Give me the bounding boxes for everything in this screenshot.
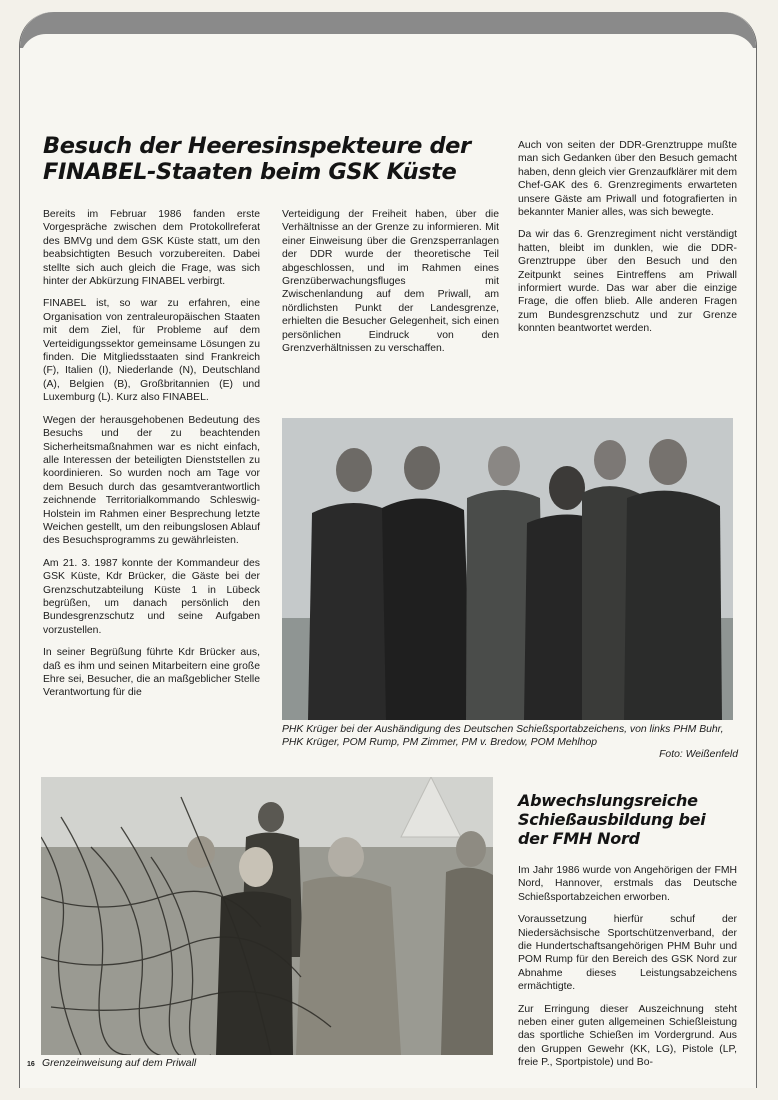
article-paragraph: Wegen der herausgehobenen Bedeutung des Besuchs und der zu beachtenden Sicherheitsmaßnahmen war es nicht einfach, alle Interessen der beteiligten Dienststellen zu koordinieren. So wurden noch am Tage vor dem Besuch durch das gesamtverantwortlich zeichnende Territorialkommando Schleswig-Holstein im Rahmen einer Besprechung letzte Weichen gestellt, um den reibungslosen Ablauf des Besuchsprogramms zu gewährleisten.: [43, 414, 260, 547]
article-column-3: [518, 139, 737, 345]
article-column-1: [43, 208, 260, 709]
top-bar-inner-curve: [20, 34, 756, 64]
article-paragraph: Da wir das 6. Grenzregiment nicht verständigt hatten, bleibt im dunklen, wie die DDR-Grenztruppe über den Besuch und den Zeitpunkt seines Eintreffens am Priwall informiert wurde. Das war aber die einzige Frage, die offen blieb. Alle anderen Fragen zum Bundesgrenzschutz und zur Grenze konnten beantwortet werden.: [518, 229, 737, 335]
article-column-2: [282, 208, 499, 364]
article-paragraph: FINABEL ist, so war zu erfahren, eine Organisation von zentraleuropäischen Staaten mit dem Ziel, für Probleme auf dem Verteidigungssektor gemeinsame Lösungen zu finden. Die Mitgliedsstaaten sind Frankreich (F), Italien (I), Niederlande (N), Deutschland (A), Belgien (B), Großbritannien (E) und Luxemburg (L). Kurz also FINABEL.: [43, 298, 260, 404]
group-photo-illustration: [282, 418, 733, 720]
article-paragraph: In seiner Begrüßung führte Kdr Brücker aus, daß es ihm und seinen Mitarbeitern eine große Ehre sei, Besucher, die an maßgeblicher Stelle Verantwortung für die: [43, 647, 260, 699]
sidebar-article-body: [518, 864, 737, 1079]
article-paragraph: Verteidigung der Freiheit haben, über die Verhältnisse an der Grenze zu informieren. Mit einer Einweisung über die Grenzsperranlagen der DDR wurde der theoretische Teil abgeschlossen, und im Rahmen eines Grenzüberwachungsfluges mit Zwischenlandung auf dem Priwall, am nördlichsten Punkt der Landesgrenze, erhielten die Besucher Gelegenheit, sich einen persönlichen Eindruck von den Grenzverhältnissen zu verschaffen.: [282, 209, 499, 355]
page-number: 16: [27, 1061, 35, 1068]
border-briefing-photo: [41, 777, 493, 1055]
article-title: Besuch der Heeresinspekteure der FINABEL-Staaten beim GSK Küste: [43, 133, 471, 185]
article-paragraph: Am 21. 3. 1987 konnte der Kommandeur des GSK Küste, Kdr Brücker, die Gäste bei der Grenzschutzabteilung Küste 1 in Lübeck begrüßen, um danach persönlich den Bundesgrenzschutz und seine Aufgaben vorzustellen.: [43, 557, 260, 636]
sidebar-article-title: Abwechslungsreiche Schießausbildung bei der FMH Nord: [518, 791, 706, 848]
border-briefing-illustration: [41, 777, 493, 1055]
border-photo-caption: Grenzeinweisung auf dem Priwall: [42, 1058, 197, 1069]
photo-credit: Foto: Weißenfeld: [659, 749, 738, 760]
article-paragraph: Bereits im Februar 1986 fanden erste Vorgespräche zwischen dem Protokollreferat des BMVg und dem GSK Küste statt, um den beabsichtigten Besuch vorzubereiten. Dabei stellte sich auch gleich die Frage, was sich hinter der Abkürzung FINABEL verbirgt.: [43, 209, 260, 288]
group-photo-caption: PHK Krüger bei der Aushändigung des Deutschen Schießsportabzeichens, von links PHM Buhr, PHK Krüger, POM Rump, PM Zimmer, PM v. Bredow, POM Mehlhop: [282, 724, 724, 748]
article-paragraph: Auch von seiten der DDR-Grenztruppe mußte man sich Gedanken über den Besuch gemacht haben, denn gleich vier Grenzaufklärer mit dem Chef-GAK des 6. Grenzregiments erwarteten unsere Gäste am Priwall und fotografierten in bekannter Manier alles, was sich bewegte.: [518, 140, 737, 219]
sidebar-paragraph: Im Jahr 1986 wurde von Angehörigen der FMH Nord, Hannover, erstmals das Deutsche Schießsportabzeichen erworben.: [518, 865, 737, 903]
group-photo: [282, 418, 733, 720]
sidebar-paragraph: Voraussetzung hierfür schuf der Niedersächsische Sportschützenverband, der die Hundertschaftsangehörigen PHM Buhr und POM Rump für den Bereich des GSK Nord zur Abnahme dieses Leistungsabzeichens ermächtigte.: [518, 914, 737, 993]
sidebar-paragraph: Zur Erringung dieser Auszeichnung steht neben einer guten allgemeinen Schießleistung das sportliche Schießen im Vordergrund. Aus den Gruppen Gewehr (KK, LG), Pistole (LP, freie P., Sportpistole) und Bo-: [518, 1003, 737, 1069]
